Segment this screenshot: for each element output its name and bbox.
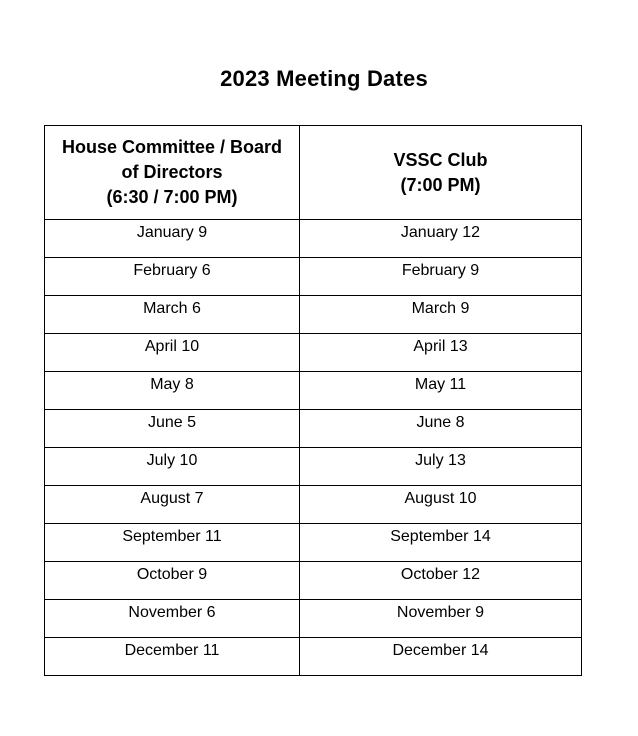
table-cell: August 10	[300, 486, 582, 524]
table-cell: March 9	[300, 296, 582, 334]
table-cell: February 9	[300, 258, 582, 296]
table-row	[45, 410, 582, 448]
table-cell: January 9	[45, 220, 300, 258]
table-cell: September 11	[45, 524, 300, 562]
page-title: 2023 Meeting Dates	[220, 66, 428, 91]
table-cell: March 6	[45, 296, 300, 334]
header-line: House Committee / Board	[61, 137, 283, 157]
header-line: (7:00 PM)	[400, 174, 481, 195]
table-cell: June 8	[300, 410, 582, 448]
header-line: (6:30 / 7:00 PM)	[106, 187, 238, 207]
table-cell: October 12	[300, 562, 582, 600]
table-cell: February 6	[45, 258, 300, 296]
table-cell: October 9	[45, 562, 300, 600]
table-cell: December 14	[300, 638, 582, 676]
table-row	[45, 220, 582, 258]
table-row	[45, 524, 582, 562]
meeting-dates-table	[44, 125, 582, 676]
table-row	[45, 448, 582, 486]
table-cell: December 11	[45, 638, 300, 676]
table-cell: August 7	[45, 486, 300, 524]
table-row	[45, 638, 582, 676]
table-row	[45, 372, 582, 410]
table-cell: June 5	[45, 410, 300, 448]
table-row	[45, 334, 582, 372]
header-line: VSSC Club	[393, 149, 488, 170]
table-cell: May 11	[300, 372, 582, 410]
table-row	[45, 258, 582, 296]
table-row	[45, 296, 582, 334]
table-cell: May 8	[45, 372, 300, 410]
table-cell: September 14	[300, 524, 582, 562]
table-cell: January 12	[300, 220, 582, 258]
column-header-house-committee	[45, 126, 300, 220]
table-cell: November 6	[45, 600, 300, 638]
table-cell: July 10	[45, 448, 300, 486]
table-cell: November 9	[300, 600, 582, 638]
table-cell: April 10	[45, 334, 300, 372]
table-row	[45, 562, 582, 600]
table-row	[45, 486, 582, 524]
table-cell: July 13	[300, 448, 582, 486]
table-cell: April 13	[300, 334, 582, 372]
column-header-vssc-club	[300, 126, 582, 220]
header-line: of Directors	[121, 162, 223, 182]
table-header-row	[45, 126, 582, 220]
table-row	[45, 600, 582, 638]
